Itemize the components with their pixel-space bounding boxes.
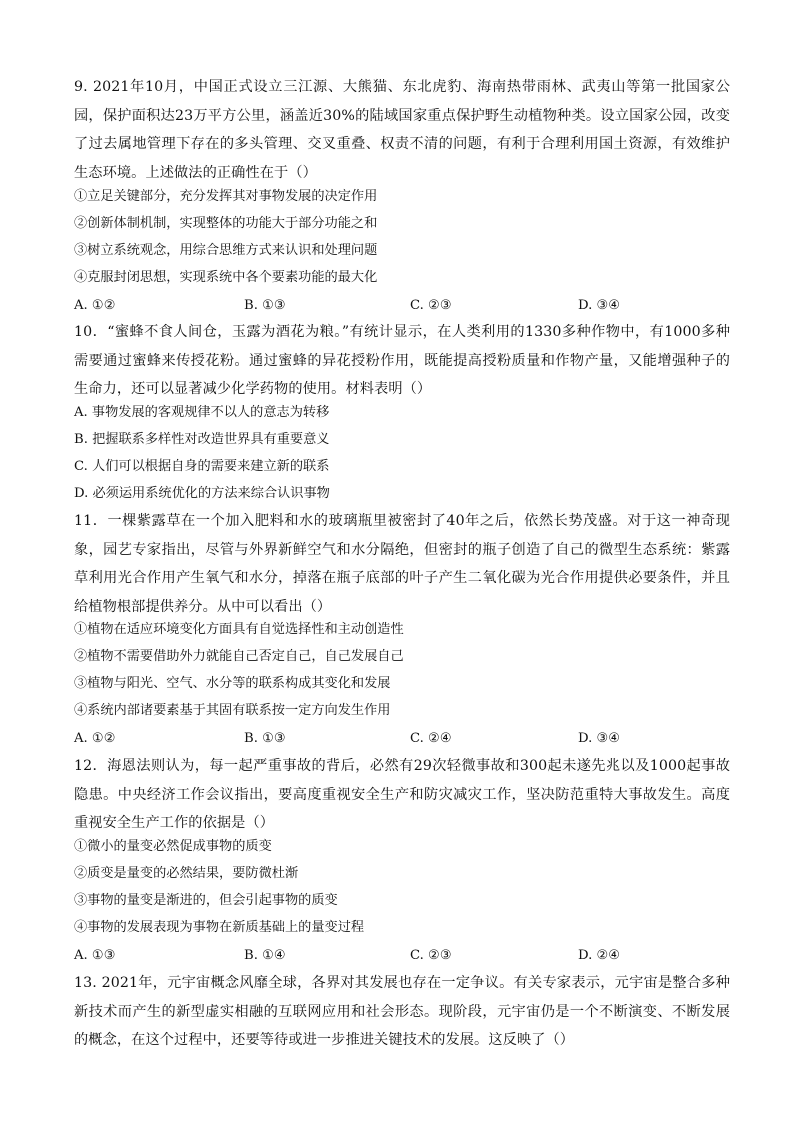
question-13-stem: 13. 2021年，元宇宙概念风靡全球，各界对其发展也存在一定争议。有关专家表示，元宇宙是整合多种新技术而产生的新型虚实相融的互联网应用和社会形态。现阶段，元宇宙仍是一个不断演变、不断发展的概念，在这个过程中，还要等待或进一步推进关键技术的发展。这反映了（） — [74, 975, 730, 1049]
question-9-choices — [74, 292, 730, 319]
question-11-choices — [74, 725, 730, 752]
question-10-option-c: C. 人们可以根据自身的需要来建立新的联系 — [74, 459, 330, 474]
question-11-choice-a: A. ①② — [74, 731, 116, 746]
question-9-statement-2: ②创新体制机制，实现整体的功能大于部分功能之和 — [74, 216, 378, 231]
question-12-choice-d: D. ②④ — [578, 948, 621, 963]
question-11-statement-3: ③植物与阳光、空气、水分等的联系构成其变化和发展 — [74, 676, 391, 691]
question-11-choice-c: C. ②④ — [410, 731, 452, 746]
question-10-stem: 10．“蜜蜂不食人间仓，玉露为酒花为粮。”有统计显示，在人类利用的1330多种作物中，有1000多种需要通过蜜蜂来传授花粉。通过蜜蜂的异花授粉作用，既能提高授粉质量和作物产量，又能增强种子的生命力，还可以显著减少化学药物的使用。材料表明（） — [74, 324, 730, 398]
question-9-statement-3: ③树立系统观念，用综合思维方式来认识和处理问题 — [74, 243, 378, 258]
question-11-statement-1: ①植物在适应环境变化方面具有自觉选择性和主动创造性 — [74, 622, 404, 637]
question-12-choice-b: B. ①④ — [244, 948, 286, 963]
question-9-choice-b: B. ①③ — [244, 298, 286, 313]
question-12-statement-3: ③事物的量变是渐进的，但会引起事物的质变 — [74, 893, 338, 908]
question-11-statement-4: ④系统内部诸要素基于其固有联系按一定方向发生作用 — [74, 703, 391, 718]
question-12-choice-a: A. ①③ — [74, 948, 116, 963]
question-9-choice-d: D. ③④ — [578, 298, 621, 313]
question-9-choice-a: A. ①② — [74, 298, 116, 313]
question-12-stem: 12．海恩法则认为，每一起严重事故的背后，必然有29次轻微事故和300起未遂先兆以及1000起事故隐患。中央经济工作会议指出，要高度重视安全生产和防灾减灾工作，坚决防范重特大事故发生。高度重视安全生产工作的依据是（） — [74, 758, 730, 832]
question-11-stem: 11．一棵紫露草在一个加入肥料和水的玻璃瓶里被密封了40年之后，依然长势茂盛。对于这一神奇现象，园艺专家指出，尽管与外界新鲜空气和水分隔绝，但密封的瓶子创造了自己的微型生态系统：紫露草利用光合作用产生氧气和水分，掉落在瓶子底部的叶子产生二氧化碳为光合作用提供必要条件，并且给植物根部提供养分。从中可以看出（） — [74, 513, 730, 615]
question-10-option-a: A. 事物发展的客观规律不以人的意志为转移 — [74, 405, 330, 420]
question-11-choice-b: B. ①③ — [244, 731, 286, 746]
question-9-statement-1: ①立足关键部分，充分发挥其对事物发展的决定作用 — [74, 189, 378, 204]
question-12-statement-4: ④事物的发展表现为事物在新质基础上的量变过程 — [74, 920, 365, 935]
question-12-choice-c: C. ②③ — [410, 948, 452, 963]
question-9-statement-4: ④克服封闭思想，实现系统中各个要素功能的最大化 — [74, 270, 378, 285]
question-11-statement-2: ②植物不需要借助外力就能自己否定自己，自己发展自己 — [74, 649, 404, 664]
question-9-choice-c: C. ②③ — [410, 298, 452, 313]
question-12-choices — [74, 942, 730, 969]
question-12-statement-2: ②质变是量变的必然结果，要防微杜渐 — [74, 866, 299, 881]
question-10-option-b: B. 把握联系多样性对改造世界具有重要意义 — [74, 432, 330, 447]
question-10-option-d: D. 必须运用系统优化的方法来综合认识事物 — [74, 486, 330, 501]
question-12-statement-1: ①微小的量变必然促成事物的质变 — [74, 839, 272, 854]
question-11-choice-d: D. ③④ — [578, 731, 621, 746]
question-9-stem: 9. 2021年10月，中国正式设立三江源、大熊猫、东北虎豹、海南热带雨林、武夷山等第一批国家公园，保护面积达23万平方公里，涵盖近30%的陆域国家重点保护野生动植物种类。设立国家公园，改变了过去属地管理下存在的多头管理、交叉重叠、权责不清的问题，有利于合理利用国土资源，有效维护生态环境。上述做法的正确性在于（） — [74, 79, 730, 181]
